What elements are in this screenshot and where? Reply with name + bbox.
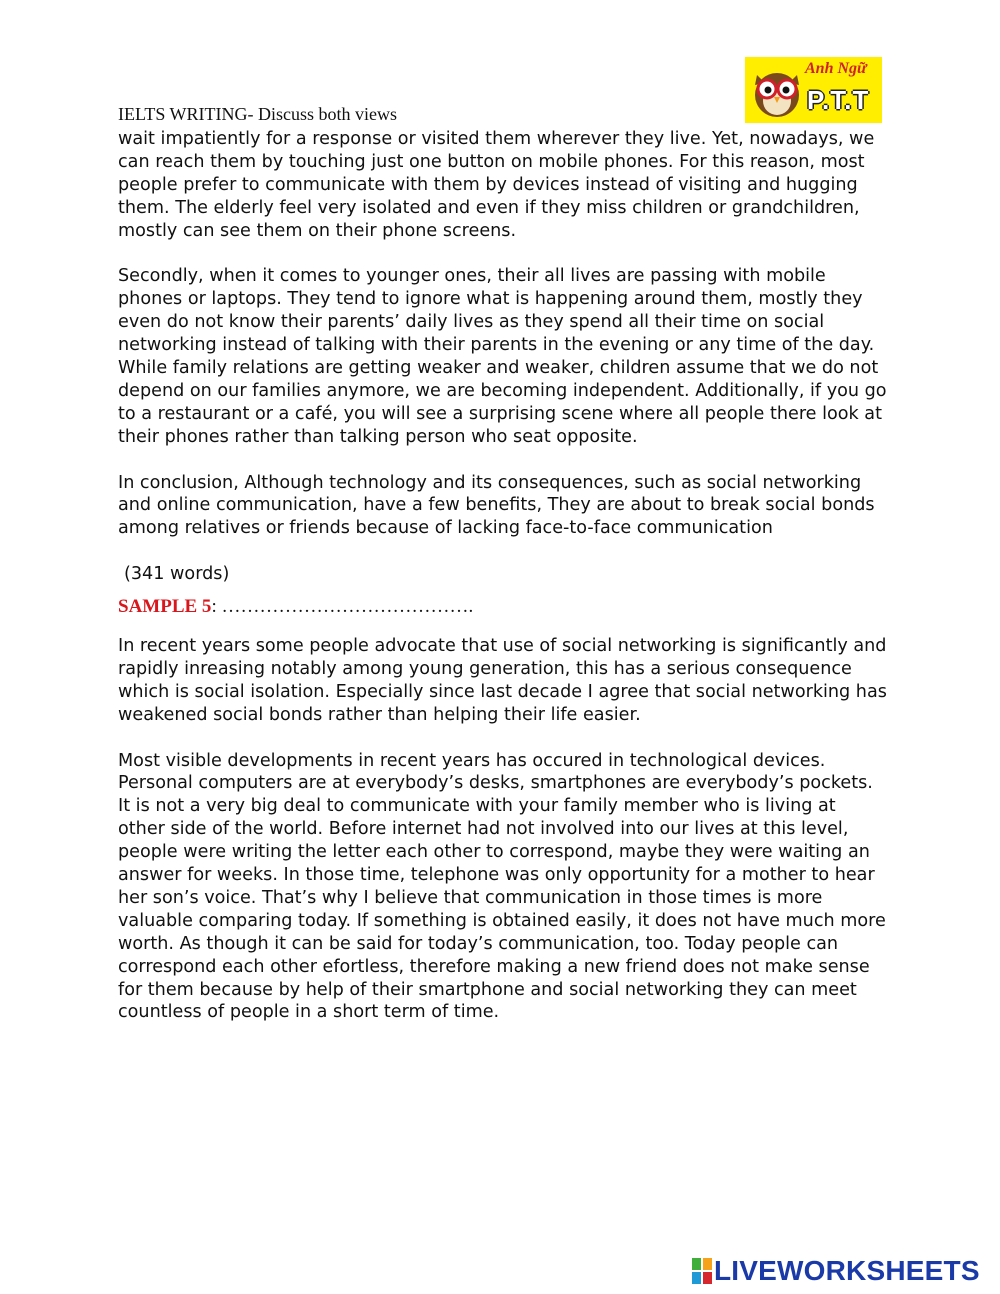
essay-content bbox=[118, 128, 888, 1024]
sample-heading bbox=[118, 596, 888, 619]
body-paragraph: wait impatiently for a response or visited them wherever they live. Yet, nowadays, we can reach them by touching just one button on mobile phones. For this reason, most people prefer to communicate with them by devices instead of visiting and hugging them. The elderly feel very isolated and even if they miss children or grandchildren, mostly can see them on their phone screens. bbox=[118, 129, 875, 241]
sample-paragraph: In recent years some people advocate that use of social networking is significantly and rapidly inreasing notably among young generation, this has a serious consequence which is social isolation. Especially since last decade I agree that social networking has weakened social bonds rather than helping their life easier. bbox=[118, 635, 887, 725]
body-paragraph: Secondly, when it comes to younger ones, their all lives are passing with mobile phones or laptops. They tend to ignore what is happening around them, mostly they even do not know their parents’ daily lives as they spend all their time on social networking instead of talking with their parents in the evening or any time of the day. While family relations are getting weaker and weaker, children assume that we do not depend on our families anymore, we are becoming independent. Additionally, if you go to a restaurant or a café, you will see a surprising scene where all people there look at their phones rather than talking person who seat opposite. bbox=[118, 266, 887, 447]
word-count: (341 words) bbox=[124, 564, 230, 585]
liveworksheets-logo bbox=[692, 1254, 980, 1288]
body-paragraph: In conclusion, Although technology and its consequences, such as social networking and online communication, have a few benefits, They are about to break social bonds among relatives or friends because of lacking face-to-face communication bbox=[118, 472, 875, 539]
footer-brand-text: LIVEWORKSHEETS bbox=[714, 1255, 980, 1286]
logo-top-text: Anh Ngữ bbox=[805, 60, 867, 77]
owl-icon bbox=[749, 61, 805, 119]
sample-separator: : bbox=[211, 596, 217, 618]
sample-paragraph: Most visible developments in recent years has occured in technological devices. Personal computers are at everybody’s desks, smartphones are everybody’s pockets. It is not a very big deal to communicate with your family member who is living at other side of the world. Before internet had not involved into our lives at this level, people were writing the letter each other to correspond, maybe they were waiting an answer for weeks. In those time, telephone was only opportunity for a mother to hear her son’s voice. That’s why I believe that communication in those times is more valuable comparing today. If something is obtained easily, it does not have much more worth. As though it can be said for today’s communication, too. Today people can correspond each other efortless, therefore making a new friend does not make sense for them because by help of their smartphone and social networking they can meet countless of people in a short term of time. bbox=[118, 750, 886, 1023]
logo-main-text: P.T.T bbox=[807, 85, 870, 115]
sample-label: SAMPLE 5 bbox=[118, 596, 212, 618]
liveworksheets-mark-icon bbox=[692, 1258, 712, 1284]
sample-answer-blank[interactable]: …………………………………. bbox=[216, 596, 474, 618]
brand-logo bbox=[745, 57, 882, 123]
page-title: IELTS WRITING- Discuss both views bbox=[118, 104, 397, 124]
